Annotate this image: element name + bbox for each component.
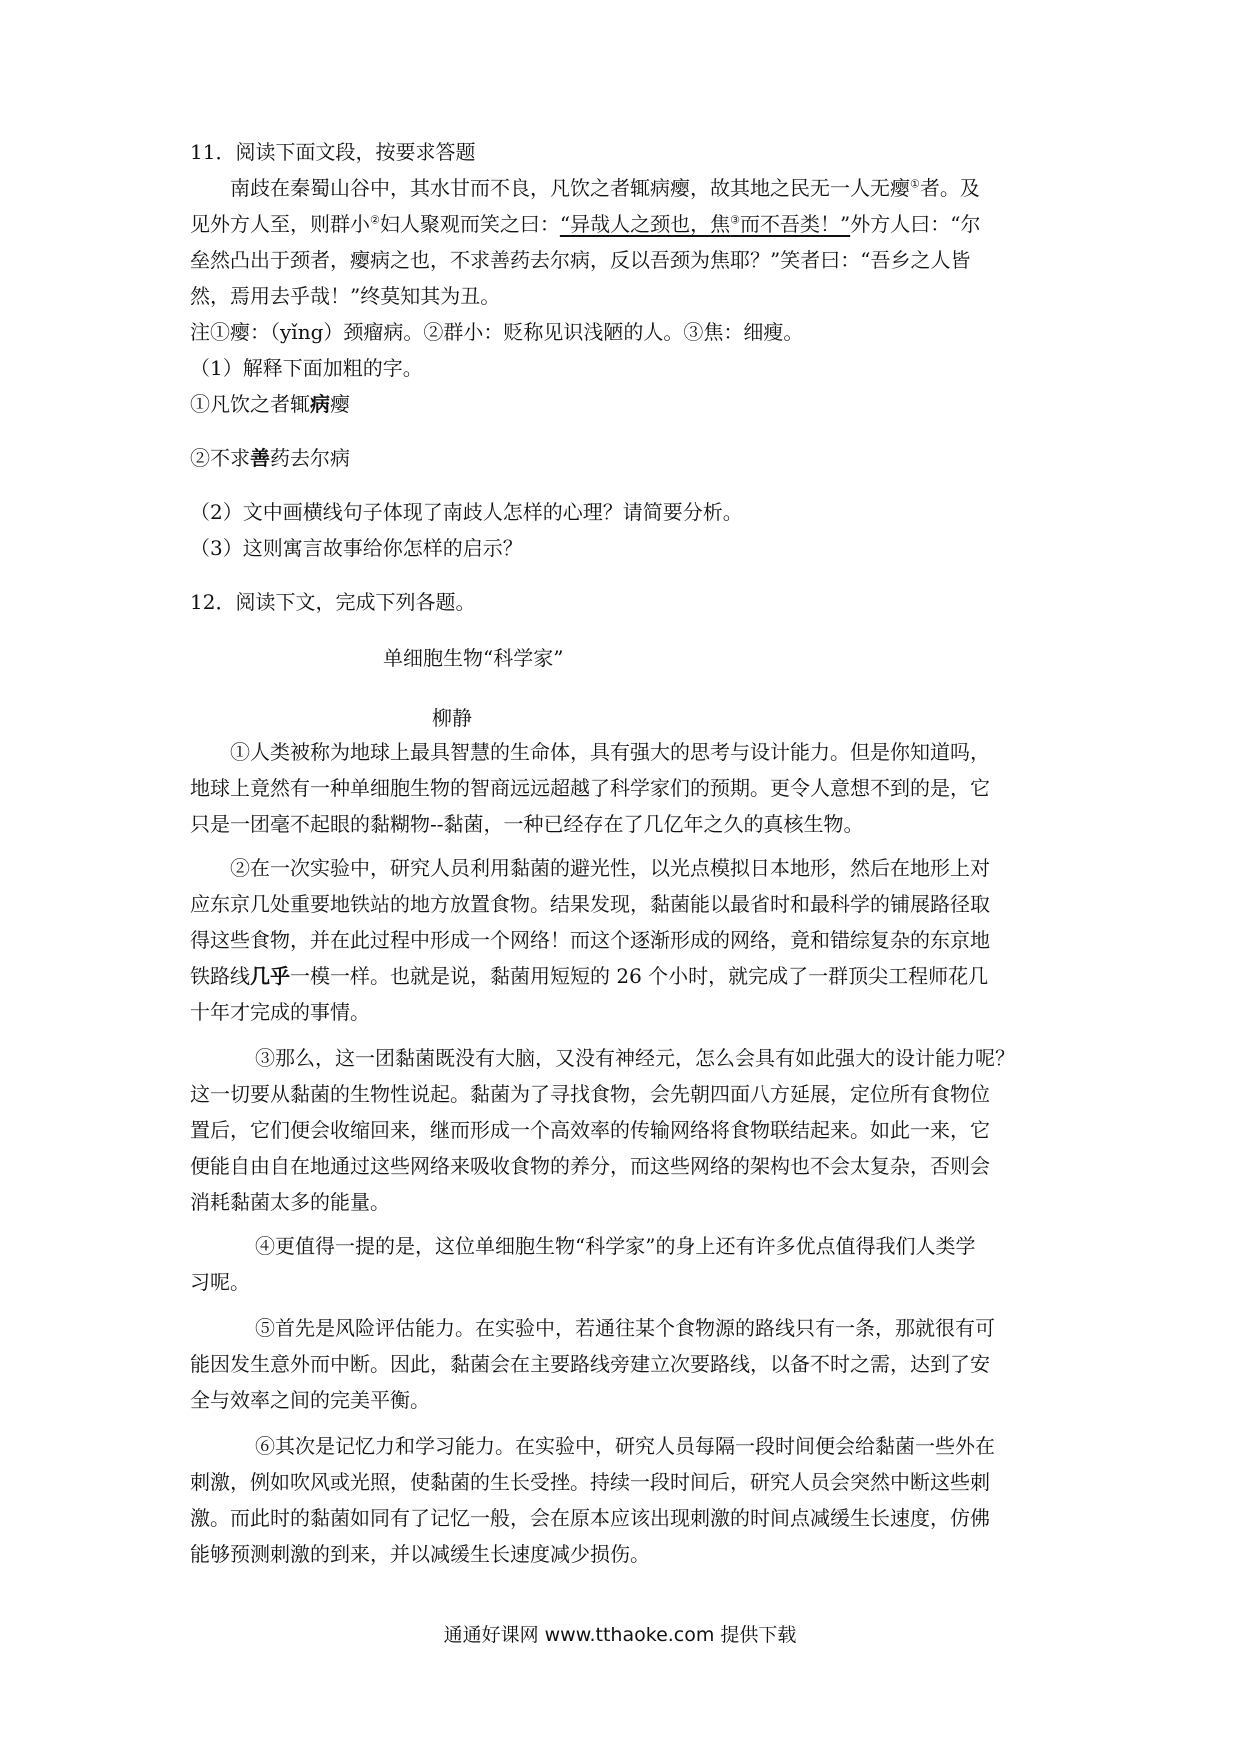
q11-item-1 <box>190 386 350 422</box>
bold-char: 善 <box>250 446 270 470</box>
para5-line: ⑤首先是风险评估能力。在实验中，若通往某个食物源的路线只有一条，那就很有可 <box>255 1316 995 1340</box>
item-text: 瘿 <box>330 392 350 416</box>
para3-line: 消耗黏菌太多的能量。 <box>190 1190 390 1214</box>
q12-heading: 12．阅读下文，完成下列各题。 <box>190 590 476 614</box>
para-text: 一模一样。也就是说，黏菌用短短的 26 个小时，就完成了一群顶尖工程师花几 <box>290 964 989 988</box>
bold-word: 几乎 <box>250 964 290 988</box>
para6-line: 能够预测刺激的到来，并以减缓生长速度减少损伤。 <box>190 1542 650 1566</box>
para1-line: ①人类被称为地球上最具智慧的生命体，具有强大的思考与设计能力。但是你知道吗， <box>230 740 990 764</box>
q11-passage-line-1 <box>230 170 980 206</box>
para2-line: ②在一次实验中，研究人员利用黏菌的避光性，以光点模拟日本地形，然后在地形上对 <box>230 856 990 880</box>
underlined-sentence <box>560 212 850 236</box>
footnote-marker: ③ <box>730 213 740 227</box>
para6-line: 刺激，例如吹风或光照，使黏菌的生长受挫。持续一段时间后，研究人员会突然中断这些刺 <box>190 1470 990 1494</box>
para5-line: 能因发生意外而中断。因此，黏菌会在主要路线旁建立次要路线，以备不时之需，达到了安 <box>190 1352 990 1376</box>
q11-passage-line-2 <box>190 206 980 242</box>
underlined-text: “异哉人之颈也，焦 <box>559 212 731 236</box>
para3-line: 便能自由自在地通过这些网络来吸收食物的养分，而这些网络的架构也不会太复杂，否则会 <box>190 1154 990 1178</box>
passage-text: 妇人聚观而笑之曰： <box>379 212 560 236</box>
para2-line: 应东京几处重要地铁站的地方放置食物。结果发现，黏菌能以最省时和最科学的铺展路径取 <box>190 892 990 916</box>
para4-line: ④更值得一提的是，这位单细胞生物“科学家”的身上还有许多优点值得我们人类学 <box>255 1234 976 1258</box>
article-author: 柳静 <box>432 706 472 730</box>
para4-line: 习呢。 <box>190 1270 250 1294</box>
para2-line <box>190 958 988 994</box>
passage-text: 见外方人至，则群小 <box>190 212 370 236</box>
q11-sub-question-2: （2）文中画横线句子体现了南歧人怎样的心理？请简要分析。 <box>190 500 743 524</box>
item-text: ②不求 <box>190 446 250 470</box>
q11-item-2 <box>190 440 350 476</box>
passage-text: 外方人曰：“尔 <box>850 212 981 236</box>
page-footer: 通通好课网 www.tthaoke.com 提供下载 <box>443 1624 797 1646</box>
q11-sub-question-1: （1）解释下面加粗的字。 <box>190 356 423 380</box>
para-text: 铁路线 <box>190 964 250 988</box>
para2-line: 十年才完成的事情。 <box>190 1000 370 1024</box>
item-text: ①凡饮之者辄 <box>190 392 310 416</box>
q11-note: 注①瘿：（yǐng）颈瘤病。②群小：贬称见识浅陋的人。③焦：细瘦。 <box>190 320 804 344</box>
underlined-text: 而不吾类！” <box>739 212 851 236</box>
footnote-marker: ① <box>910 177 920 191</box>
para5-line: 全与效率之间的完美平衡。 <box>190 1388 430 1412</box>
para1-line: 只是一团毫不起眼的黏糊物--黏菌，一种已经存在了几亿年之久的真核生物。 <box>190 812 864 836</box>
passage-text: 南歧在秦蜀山谷中，其水甘而不良，凡饮之者辄病瘿，故其地之民无一人无瘿 <box>230 176 910 200</box>
para2-line: 得这些食物，并在此过程中形成一个网络！而这个逐渐形成的网络，竟和错综复杂的东京地 <box>190 928 990 952</box>
article-title: 单细胞生物“科学家” <box>383 646 564 670</box>
para6-line: ⑥其次是记忆力和学习能力。在实验中，研究人员每隔一段时间便会给黏菌一些外在 <box>255 1434 995 1458</box>
para3-line: 这一切要从黏菌的生物性说起。黏菌为了寻找食物，会先朝四面八方延展，定位所有食物位 <box>190 1082 990 1106</box>
para6-line: 激。而此时的黏菌如同有了记忆一般，会在原本应该出现刺激的时间点减缓生长速度，仿佛 <box>190 1506 990 1530</box>
q11-heading: 11．阅读下面文段，按要求答题 <box>190 140 476 164</box>
passage-text: 者。及 <box>919 176 980 200</box>
para3-line: 置后，它们便会收缩回来，继而形成一个高效率的传输网络将食物联结起来。如此一来，它 <box>190 1118 990 1142</box>
q11-passage-line-3: 垒然凸出于颈者，瘿病之也，不求善药去尔病，反以吾颈为焦耶？”笑者曰：“吾乡之人皆 <box>190 248 971 272</box>
q11-passage-line-4: 然，焉用去乎哉！”终莫知其为丑。 <box>190 284 501 308</box>
bold-char: 病 <box>310 392 330 416</box>
item-text: 药去尔病 <box>270 446 350 470</box>
para3-line: ③那么，这一团黏菌既没有大脑，又没有神经元，怎么会具有如此强大的设计能力呢？ <box>255 1046 1015 1070</box>
para1-line: 地球上竟然有一种单细胞生物的智商远远超越了科学家们的预期。更令人意想不到的是，它 <box>190 776 990 800</box>
q11-sub-question-3: （3）这则寓言故事给你怎样的启示？ <box>190 536 523 560</box>
footnote-marker: ② <box>370 213 380 227</box>
